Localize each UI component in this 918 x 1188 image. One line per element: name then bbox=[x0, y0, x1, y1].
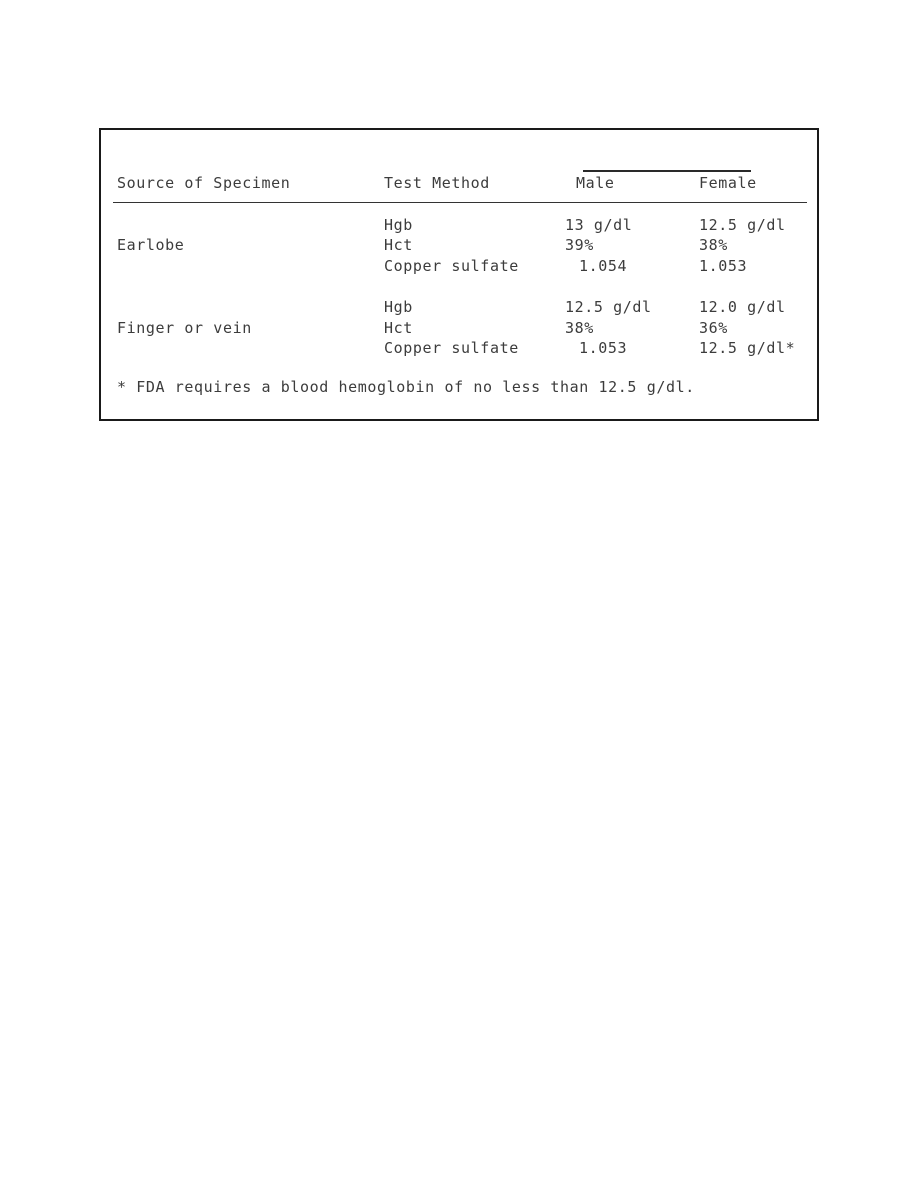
male-value-cell: 12.5 g/dl bbox=[565, 298, 652, 316]
header-test-method: Test Method bbox=[384, 174, 490, 192]
male-value-cell: 1.054 bbox=[579, 257, 628, 275]
method-cell: Hgb bbox=[384, 298, 413, 316]
female-value-cell: 12.0 g/dl bbox=[699, 298, 786, 316]
male-value-cell: 38% bbox=[565, 319, 594, 337]
female-value-cell: 12.5 g/dl* bbox=[699, 339, 796, 357]
header-male: Male bbox=[576, 174, 615, 192]
hemoglobin-standards-table bbox=[99, 128, 819, 421]
header-overline bbox=[583, 170, 751, 172]
male-value-cell: 13 g/dl bbox=[565, 216, 633, 234]
method-cell: Hct bbox=[384, 319, 413, 337]
male-value-cell: 1.053 bbox=[579, 339, 628, 357]
footnote: * FDA requires a blood hemoglobin of no less than 12.5 g/dl. bbox=[117, 378, 695, 396]
header-female: Female bbox=[699, 174, 757, 192]
method-cell: Hgb bbox=[384, 216, 413, 234]
header-rule bbox=[113, 202, 807, 203]
source-finger-or-vein: Finger or vein bbox=[117, 319, 252, 337]
header-source-of-specimen: Source of Specimen bbox=[117, 174, 291, 192]
male-value-cell: 39% bbox=[565, 236, 594, 254]
method-cell: Hct bbox=[384, 236, 413, 254]
female-value-cell: 36% bbox=[699, 319, 728, 337]
source-earlobe: Earlobe bbox=[117, 236, 185, 254]
female-value-cell: 12.5 g/dl bbox=[699, 216, 786, 234]
method-cell: Copper sulfate bbox=[384, 257, 519, 275]
female-value-cell: 38% bbox=[699, 236, 728, 254]
female-value-cell: 1.053 bbox=[699, 257, 748, 275]
method-cell: Copper sulfate bbox=[384, 339, 519, 357]
